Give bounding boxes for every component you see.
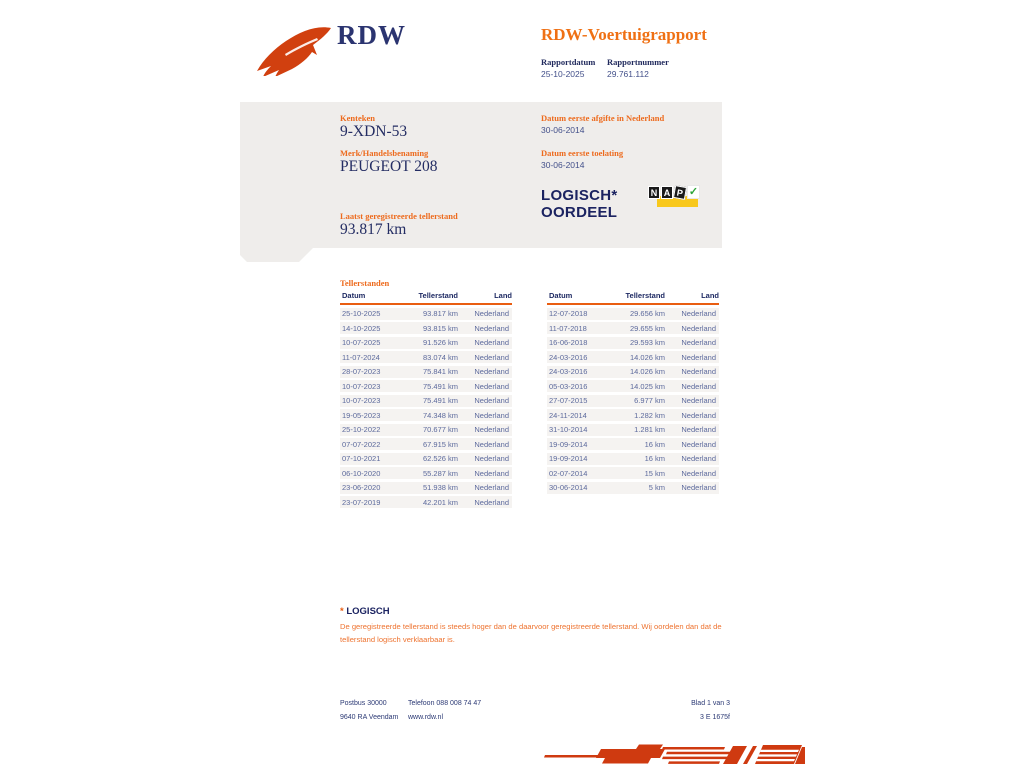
table-row xyxy=(547,395,719,407)
table-row xyxy=(340,380,512,392)
cell-land: Nederland xyxy=(681,396,716,405)
report-number-value: 29.761.112 xyxy=(607,69,649,79)
cell-tellerstand: 16 km xyxy=(644,454,665,463)
cell-tellerstand: 15 km xyxy=(644,468,665,478)
cell-tellerstand: 83.074 km xyxy=(422,352,458,362)
cell-land: Nederland xyxy=(474,439,509,449)
cell-datum: 14-10-2025 xyxy=(342,323,381,333)
cell-datum: 28-07-2023 xyxy=(342,367,381,376)
col-header-datum: Datum xyxy=(549,291,573,300)
cell-tellerstand: 14.025 km xyxy=(629,381,665,391)
eerste-toelating-label: Datum eerste toelating xyxy=(541,148,624,158)
merk-value: PEUGEOT 208 xyxy=(340,158,438,175)
cell-datum: 27-07-2015 xyxy=(549,396,588,405)
logisch-footnote-title xyxy=(340,606,390,617)
table-row xyxy=(340,409,512,421)
cell-land: Nederland xyxy=(474,323,509,333)
cell-datum: 06-10-2020 xyxy=(342,468,381,478)
cell-tellerstand: 93.817 km xyxy=(422,309,458,318)
footer-address-line2: 9640 RA Veendam xyxy=(340,714,399,721)
cell-land: Nederland xyxy=(681,323,716,333)
footer-address-line1: Postbus 30000 xyxy=(340,700,387,707)
table-row xyxy=(547,482,719,494)
cell-datum: 10-07-2023 xyxy=(342,381,381,391)
cell-land: Nederland xyxy=(681,381,716,391)
nap-checkmark-icon: ✓ xyxy=(688,186,699,198)
cell-land: Nederland xyxy=(474,497,509,507)
cell-land: Nederland xyxy=(681,439,716,449)
footnote-asterisk: * xyxy=(340,606,347,617)
footer-page-number: Blad 1 van 3 xyxy=(691,700,730,707)
table-row xyxy=(340,424,512,436)
cell-datum: 10-07-2025 xyxy=(342,338,381,347)
table-row xyxy=(547,467,719,479)
footer-website: www.rdw.nl xyxy=(408,714,444,721)
cell-datum: 19-09-2014 xyxy=(549,454,588,463)
footer-contact xyxy=(408,697,481,725)
table-row xyxy=(547,322,719,334)
cell-datum: 25-10-2025 xyxy=(342,309,381,318)
rdw-logo-text: RDW xyxy=(337,20,406,50)
meter-table-left xyxy=(340,291,512,508)
cell-land: Nederland xyxy=(474,338,509,347)
cell-tellerstand: 67.915 km xyxy=(422,439,458,449)
table-row xyxy=(547,424,719,436)
cell-tellerstand: 51.938 km xyxy=(422,483,458,492)
table-row xyxy=(340,322,512,334)
cell-tellerstand: 1.282 km xyxy=(634,410,665,420)
table-row xyxy=(340,482,512,494)
cell-tellerstand: 75.491 km xyxy=(422,396,458,405)
table-row xyxy=(340,438,512,450)
cell-land: Nederland xyxy=(681,338,716,347)
cell-land: Nederland xyxy=(681,309,716,318)
cell-land: Nederland xyxy=(681,410,716,420)
tellerstanden-section-title: Tellerstanden xyxy=(340,278,390,288)
cell-tellerstand: 1.281 km xyxy=(634,425,665,434)
col-header-tellerstand: Tellerstand xyxy=(625,291,665,300)
meter-table-right xyxy=(547,291,719,494)
cell-datum: 05-03-2016 xyxy=(549,381,588,391)
table-row xyxy=(547,366,719,378)
cell-datum: 07-10-2021 xyxy=(342,454,381,463)
cell-land: Nederland xyxy=(681,425,716,434)
nap-letter-a: A xyxy=(661,186,673,199)
table-row xyxy=(340,366,512,378)
cell-tellerstand: 14.026 km xyxy=(629,352,665,362)
cell-datum: 19-05-2023 xyxy=(342,410,381,420)
table-row xyxy=(340,395,512,407)
nap-letter-p: P xyxy=(673,185,687,200)
cell-datum: 23-06-2020 xyxy=(342,483,381,492)
cell-datum: 19-09-2014 xyxy=(549,439,588,449)
cell-land: Nederland xyxy=(474,410,509,420)
cell-land: Nederland xyxy=(474,454,509,463)
table-row xyxy=(340,453,512,465)
cell-tellerstand: 14.026 km xyxy=(629,367,665,376)
cell-datum: 24-03-2016 xyxy=(549,352,588,362)
footer-form-code: 3 E 1675f xyxy=(700,714,730,721)
cell-land: Nederland xyxy=(681,454,716,463)
cell-datum: 12-07-2018 xyxy=(549,309,588,318)
footer-address xyxy=(340,697,398,725)
table-row xyxy=(340,467,512,479)
rdw-feather-logo-icon xyxy=(255,24,335,76)
table-row xyxy=(547,380,719,392)
oordeel-text xyxy=(541,187,618,221)
table-row xyxy=(547,308,719,320)
eerste-toelating-value: 30-06-2014 xyxy=(541,160,585,170)
cell-tellerstand: 42.201 km xyxy=(422,497,458,507)
cell-datum: 16-06-2018 xyxy=(549,338,588,347)
cell-land: Nederland xyxy=(474,396,509,405)
table-row xyxy=(547,453,719,465)
cell-tellerstand: 62.526 km xyxy=(422,454,458,463)
cell-datum: 02-07-2014 xyxy=(549,468,588,478)
cell-tellerstand: 16 km xyxy=(644,439,665,449)
merk-label: Merk/Handelsbenaming xyxy=(340,148,429,158)
cell-tellerstand: 75.491 km xyxy=(422,381,458,391)
kenteken-label: Kenteken xyxy=(340,113,375,123)
cell-tellerstand: 55.287 km xyxy=(422,468,458,478)
oordeel-line1: LOGISCH* xyxy=(541,187,618,204)
cell-land: Nederland xyxy=(681,352,716,362)
decorative-stripes-graphic xyxy=(543,742,805,768)
cell-land: Nederland xyxy=(474,381,509,391)
cell-datum: 31-10-2014 xyxy=(549,425,588,434)
cell-tellerstand: 29.655 km xyxy=(629,323,665,333)
kenteken-value: 9-XDN-53 xyxy=(340,123,408,140)
page-title: RDW-Voertuigrapport xyxy=(541,25,707,44)
cell-datum: 11-07-2024 xyxy=(342,352,380,362)
cell-datum: 25-10-2022 xyxy=(342,425,381,434)
cell-land: Nederland xyxy=(474,367,509,376)
table-header-row xyxy=(340,291,512,305)
cell-tellerstand: 6.977 km xyxy=(634,396,665,405)
nap-letter-n: N xyxy=(648,186,660,199)
cell-tellerstand: 70.677 km xyxy=(422,425,458,434)
cell-tellerstand: 29.593 km xyxy=(629,338,665,347)
cell-datum: 24-11-2014 xyxy=(549,410,587,420)
cell-land: Nederland xyxy=(474,425,509,434)
cell-land: Nederland xyxy=(474,468,509,478)
footer-page-info xyxy=(630,697,730,725)
cell-land: Nederland xyxy=(681,483,716,492)
cell-land: Nederland xyxy=(681,367,716,376)
logisch-footnote-text: De geregistreerde tellerstand is steeds hoger dan de daarvoor geregistreerde tellerstand. Wij oordelen dan dat de tellerstand logisch verklaarbaar is. xyxy=(340,622,722,644)
table-row xyxy=(547,351,719,363)
report-number-label: Rapportnummer xyxy=(607,57,669,67)
cell-tellerstand: 93.815 km xyxy=(422,323,458,333)
nap-logo xyxy=(648,185,700,212)
table-header-row xyxy=(547,291,719,305)
cell-land: Nederland xyxy=(474,309,509,318)
cell-datum: 11-07-2018 xyxy=(549,323,587,333)
cell-tellerstand: 5 km xyxy=(648,483,665,492)
cell-datum: 30-06-2014 xyxy=(549,483,588,492)
oordeel-line2: OORDEEL xyxy=(541,204,618,221)
cell-land: Nederland xyxy=(681,468,716,478)
report-date-label: Rapportdatum xyxy=(541,57,596,67)
table-row xyxy=(547,409,719,421)
col-header-land: Land xyxy=(494,291,512,300)
table-row xyxy=(340,496,512,508)
col-header-datum: Datum xyxy=(342,291,366,300)
table-row xyxy=(340,337,512,349)
eerste-afgifte-label: Datum eerste afgifte in Nederland xyxy=(541,113,665,123)
cell-tellerstand: 74.348 km xyxy=(422,410,458,420)
laatste-tellerstand-label: Laatst geregistreerde tellerstand xyxy=(340,211,458,221)
footer-phone: Telefoon 088 008 74 47 xyxy=(408,700,482,707)
col-header-land: Land xyxy=(701,291,719,300)
table-row xyxy=(547,337,719,349)
table-row xyxy=(547,438,719,450)
col-header-tellerstand: Tellerstand xyxy=(418,291,458,300)
report-date-value: 25-10-2025 xyxy=(541,69,585,79)
cell-land: Nederland xyxy=(474,483,509,492)
eerste-afgifte-value: 30-06-2014 xyxy=(541,125,585,135)
cell-datum: 24-03-2016 xyxy=(549,367,588,376)
cell-tellerstand: 91.526 km xyxy=(422,338,458,347)
cell-datum: 07-07-2022 xyxy=(342,439,381,449)
cell-tellerstand: 75.841 km xyxy=(422,367,458,376)
cell-tellerstand: 29.656 km xyxy=(629,309,665,318)
cell-datum: 23-07-2019 xyxy=(342,497,381,507)
footnote-title-text: LOGISCH xyxy=(346,606,390,617)
laatste-tellerstand-value: 93.817 km xyxy=(340,221,407,238)
vehicle-summary-panel xyxy=(240,102,722,262)
table-row xyxy=(340,308,512,320)
cell-land: Nederland xyxy=(474,352,509,362)
cell-datum: 10-07-2023 xyxy=(342,396,381,405)
table-row xyxy=(340,351,512,363)
